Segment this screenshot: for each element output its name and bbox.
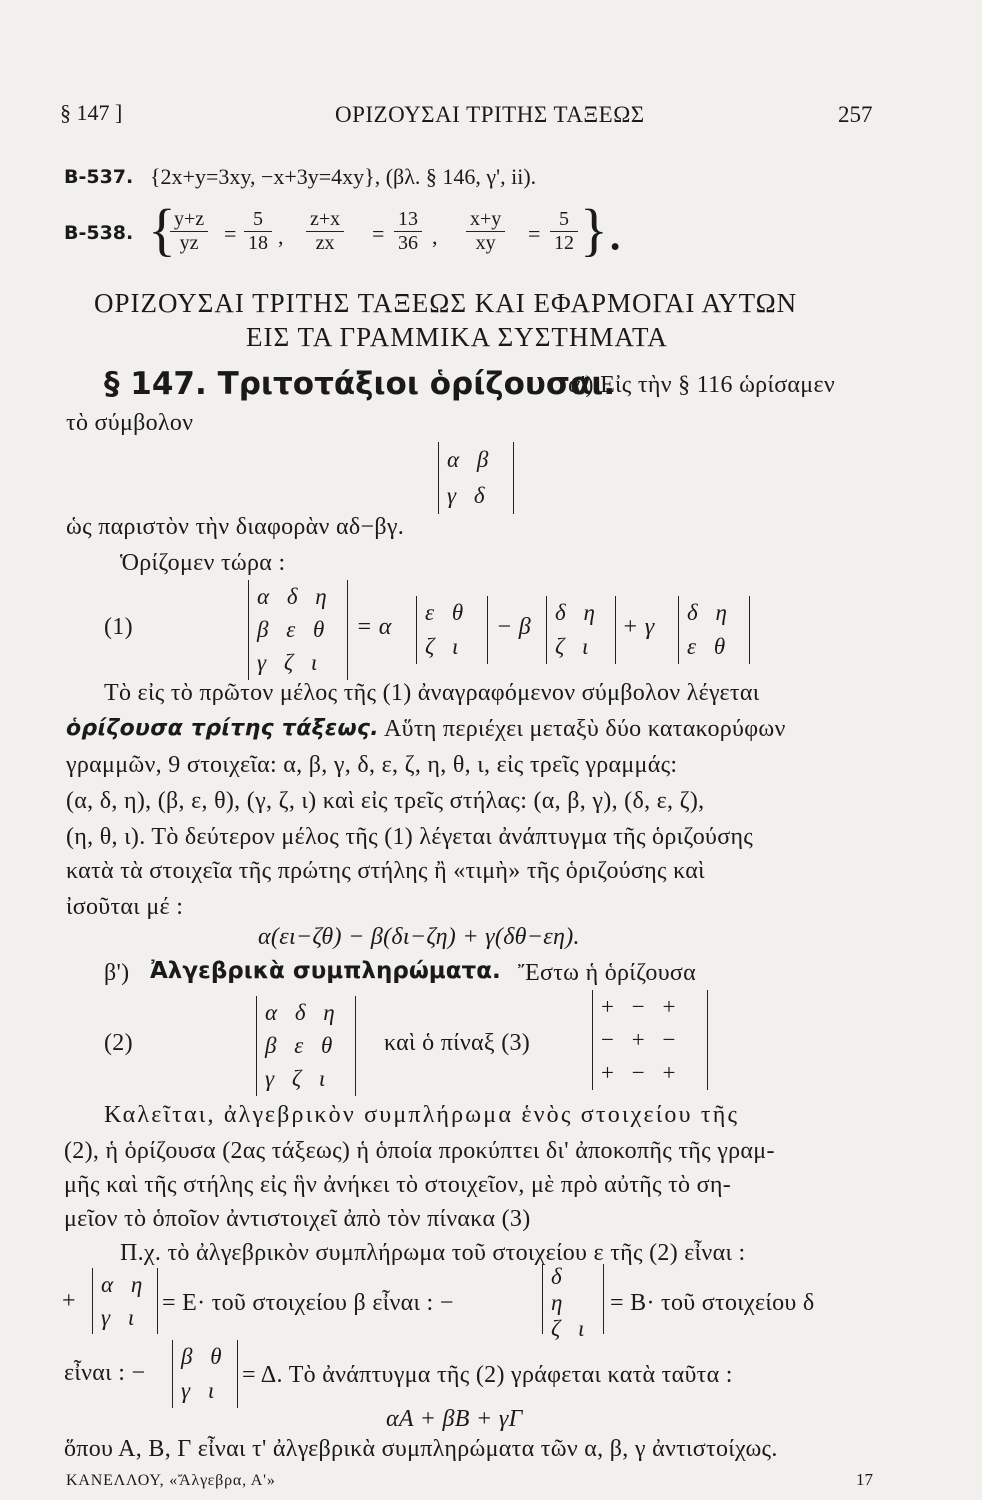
chapter-title-line1: ΟΡΙΖΟΥΣΑΙ ΤΡΙΤΗΣ ΤΑΞΕΩΣ ΚΑΙ ΕΦΑΡΜΟΓΑΙ ΑΥΤΩΝ xyxy=(94,288,798,318)
minor-2: δ η ζ ι xyxy=(546,596,616,664)
para3-line1: Καλεῖται, ἀλγεβρικὸν συμπλήρωμα ἑνὸς στοιχείου τῆς xyxy=(104,1102,740,1128)
exercise-b537-label: B-537. xyxy=(64,166,134,188)
expansion-formula: α(ει−ζθ) − β(δι−ζη) + γ(δθ−εη). xyxy=(258,924,580,950)
eq-sign: = xyxy=(224,221,237,246)
b538-frac-2: $\frac{5}{18}$ xyxy=(244,208,272,255)
example-eqB: = Β· τοῦ στοιχείου δ xyxy=(610,1290,815,1316)
para1-line7: ἰσοῦται μέ : xyxy=(66,894,184,920)
para2-middle: καὶ ὁ πίναξ (3) xyxy=(384,1030,531,1056)
eq-sign: = xyxy=(528,221,541,246)
b538-frac-3: $\frac{z+x}{zx}$ xyxy=(306,208,344,255)
section-heading: § 147. Τριτοτάξιοι ὁρίζουσαι. xyxy=(104,366,616,402)
b538-frac-4: $\frac{13}{36}$ xyxy=(394,208,422,255)
para2-heading: Ἀλγεβρικὰ συμπληρώματα. xyxy=(150,958,501,984)
section-line3: ὡς παριστὸν τὴν διαφορὰν αδ−βγ. xyxy=(66,514,405,540)
det-2x2-symbol: α β γ δ xyxy=(438,442,514,514)
formula-aA-bB-gC: αΑ + βΒ + γΓ xyxy=(386,1406,523,1432)
det-minor-D: β θ γ ι xyxy=(172,1340,238,1408)
eq-sign: = xyxy=(372,221,385,246)
minor-1: ε θ ζ ι xyxy=(416,596,488,664)
chapter-title-line2: ΕΙΣ ΤΑ ΓΡΑΜΜΙΚΑ ΣΥΣΤΗΜΑΤΑ xyxy=(246,322,668,352)
equation1-label: (1) xyxy=(104,614,133,640)
example-einai: εἶναι : − xyxy=(64,1360,146,1386)
b538-frac-5: $\frac{x+y}{xy}$ xyxy=(466,208,505,255)
header-page-number: 257 xyxy=(838,102,873,127)
para1-line5: (η, θ, ι). Τὸ δεύτερον μέλος τῆς (1) λέγεται ἀνάπτυγμα τῆς ὁριζούσης xyxy=(66,824,754,850)
comma: , xyxy=(432,224,438,249)
b538-frac-6: $\frac{5}{12}$ xyxy=(550,208,578,255)
comma: , xyxy=(278,224,284,249)
example-last-line: ὅπου Α, Β, Γ εἶναι τ' ἀλγεβρικὰ συμπληρώματα τῶν α, β, γ ἀντιστοίχως. xyxy=(64,1436,778,1462)
brace-close: }. xyxy=(580,197,623,262)
para1-line6: κατὰ τὰ στοιχεῖα τῆς πρώτης στήλης ἢ «τιμὴ» τῆς ὁριζούσης καὶ xyxy=(66,858,705,884)
minor-3: δ η ε θ xyxy=(678,596,750,664)
example-eqD: = Δ. Τὸ ἀνάπτυγμα τῆς (2) γράφεται κατὰ ταῦτα : xyxy=(242,1362,733,1388)
exercise-b538-label: B-538. xyxy=(64,222,134,244)
para1-line1: Τὸ εἰς τὸ πρῶτον μέλος τῆς (1) ἀναγραφόμενον σύμβολον λέγεται xyxy=(104,680,760,706)
minus-beta: − β xyxy=(496,614,532,640)
para2-heading-rest: Ἔστω ἡ ὁρίζουσα xyxy=(518,960,697,986)
det-minor-B: δ η ζ ι xyxy=(542,1264,604,1334)
para1-line2: Αὕτη περιέχει μεταξὺ δύο κατακορύφων xyxy=(384,716,786,742)
plus-gamma: + γ xyxy=(622,614,655,640)
section-line2: τὸ σύμβολον xyxy=(66,410,194,436)
eq-alpha: = α xyxy=(356,614,392,640)
brace-open: { xyxy=(148,197,176,262)
header-section-ref: § 147 ] xyxy=(60,100,123,125)
para3-line3: μῆς καὶ τῆς στήλης εἰς ἣν ἀνήκει τὸ στοιχεῖον, μὲ πρὸ αὐτῆς τὸ ση- xyxy=(64,1172,732,1198)
example-plus: + xyxy=(62,1288,76,1314)
example-eqE: = Ε· τοῦ στοιχείου β εἶναι : − xyxy=(162,1290,454,1316)
det-minor-E: α η γ ι xyxy=(92,1268,158,1334)
header-title: ΟΡΙΖΟΥΣΑΙ ΤΡΙΤΗΣ ΤΑΞΕΩΣ xyxy=(335,102,645,127)
para1-term: ὁρίζουσα τρίτης τάξεως. xyxy=(66,716,379,741)
section-line4: Ὁρίζομεν τώρα : xyxy=(120,550,286,576)
sign-matrix: + − + − + − + − + xyxy=(592,990,708,1090)
para1-line3: γραμμῶν, 9 στοιχεῖα: α, β, γ, δ, ε, ζ, η, θ, ι, εἰς τρεῖς γραμμάς: xyxy=(66,752,678,778)
para2-prefix: β') xyxy=(104,960,130,986)
para3-line2: (2), ἡ ὁρίζουσα (2ας τάξεως) ἡ ὁποία προκύπτει δι' ἀποκοπῆς τῆς γραμ- xyxy=(64,1138,775,1164)
det-3x3-main: α δ η β ε θ γ ζ ι xyxy=(248,580,348,680)
section-intro: α') Εἰς τὴν § 116 ὡρίσαμεν xyxy=(568,372,836,398)
equation2-label: (2) xyxy=(104,1030,133,1056)
b538-frac-1: $\frac{y+z}{yz}$ xyxy=(170,208,208,255)
det-3x3-second: α δ η β ε θ γ ζ ι xyxy=(256,996,356,1096)
exercise-b537-text: {2x+y=3xy, −x+3y=4xy}, (βλ. § 146, γ', ii). xyxy=(150,164,537,189)
footer-signature: 17 xyxy=(856,1470,873,1489)
footer-book: ΚΑΝΕΛΛΟΥ, «Ἄλγεβρα, Α'» xyxy=(66,1472,276,1489)
para3-line4: μεῖον τὸ ὁποῖον ἀντιστοιχεῖ ἀπὸ τὸν πίνακα (3) xyxy=(64,1206,531,1232)
para1-line4: (α, δ, η), (β, ε, θ), (γ, ζ, ι) καὶ εἰς τρεῖς στήλας: (α, β, γ), (δ, ε, ζ), xyxy=(66,788,705,814)
para3-line5: Π.χ. τὸ ἀλγεβρικὸν συμπλήρωμα τοῦ στοιχείου ε τῆς (2) εἶναι : xyxy=(120,1240,746,1266)
